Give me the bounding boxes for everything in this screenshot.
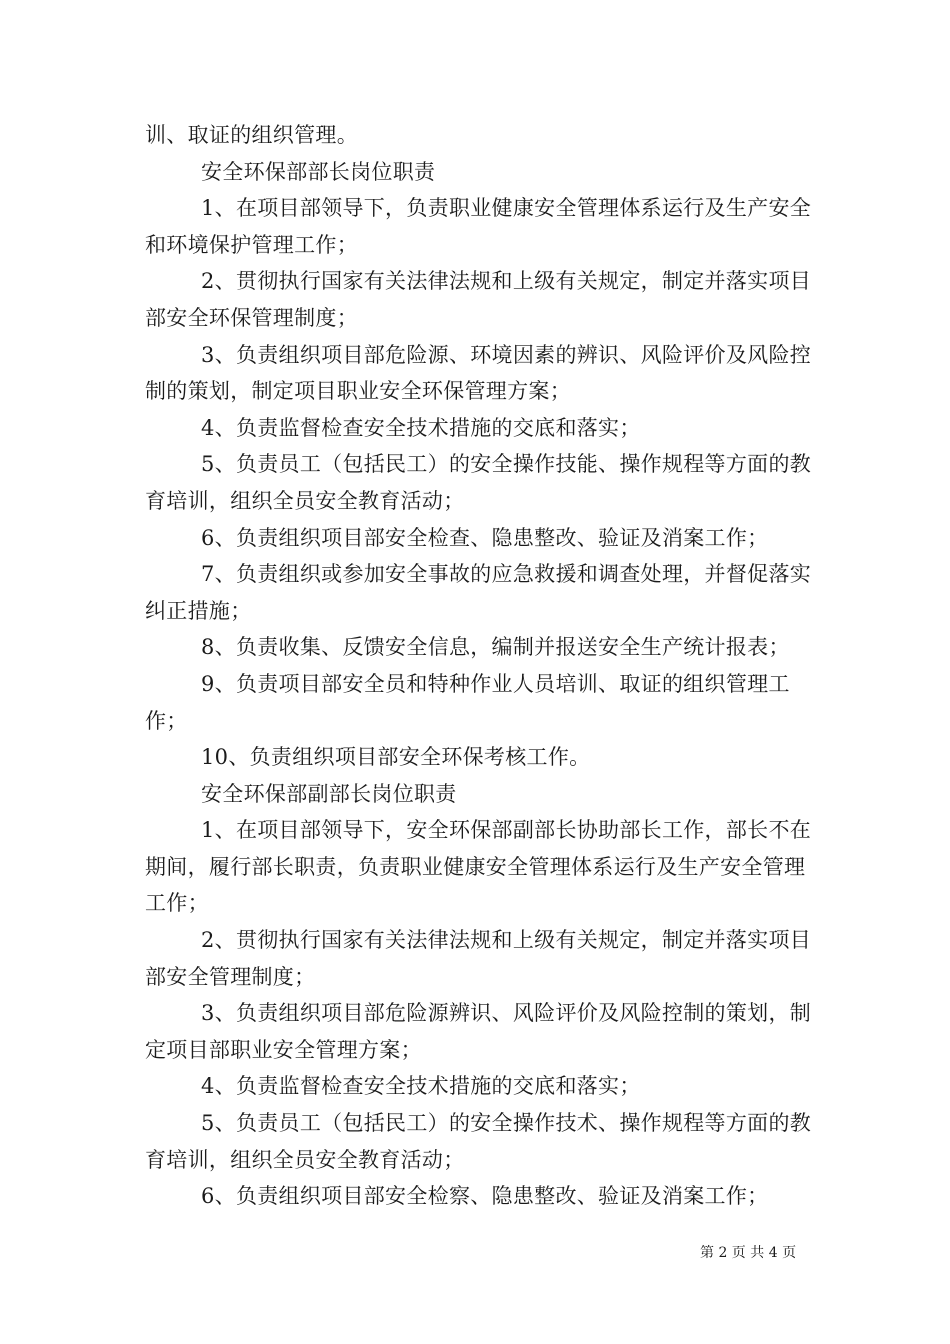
- duty-item: 4、负责监督检查安全技术措施的交底和落实；: [201, 1074, 641, 1099]
- page-number: 第 2 页 共 4 页: [700, 1245, 797, 1261]
- duty-item: 1、在项目部领导下，负责职业健康安全管理体系运行及生产安全和环境保护管理工作；: [145, 196, 812, 257]
- duty-item: 1、在项目部领导下，安全环保部副部长协助部长工作，部长不在期间，履行部长职责，负责职业健康安全管理体系运行及生产安全管理工作；: [145, 818, 812, 916]
- paragraph-continuation: 训、取证的组织管理。: [145, 123, 358, 147]
- duty-item: 3、负责组织项目部危险源辨识、风险评价及风险控制的策划，制定项目部职业安全管理方案；: [145, 1001, 812, 1062]
- duty-item: 3、负责组织项目部危险源、环境因素的辨识、风险评价及风险控制的策划，制定项目职业安全环保管理方案；: [145, 342, 812, 404]
- section-heading-director: 安全环保部部长岗位职责: [201, 159, 436, 184]
- document-body: [145, 117, 815, 1215]
- duty-item: 2、贯彻执行国家有关法律法规和上级有关规定，制定并落实项目部安全环保管理制度；: [145, 269, 812, 330]
- duty-item: 7、负责组织或参加安全事故的应急救援和调查处理，并督促落实纠正措施；: [145, 562, 812, 623]
- duty-item: 8、负责收集、反馈安全信息，编制并报送安全生产统计报表；: [201, 635, 790, 660]
- duty-item: 9、负责项目部安全员和特种作业人员培训、取证的组织管理工作；: [145, 671, 790, 733]
- duty-item: 5、负责员工（包括民工）的安全操作技术、操作规程等方面的教育培训，组织全员安全教育活动；: [145, 1111, 812, 1172]
- duty-item: 2、贯彻执行国家有关法律法规和上级有关规定，制定并落实项目部安全管理制度；: [145, 928, 812, 989]
- duty-item: 10、负责组织项目部安全环保考核工作。: [201, 745, 591, 770]
- duty-item: 5、负责员工（包括民工）的安全操作技能、操作规程等方面的教育培训，组织全员安全教育活动；: [145, 452, 812, 513]
- duty-item: 6、负责组织项目部安全检察、隐患整改、验证及消案工作；: [201, 1184, 769, 1209]
- duty-item: 4、负责监督检查安全技术措施的交底和落实；: [201, 415, 641, 440]
- section-heading-deputy: 安全环保部副部长岗位职责: [201, 781, 457, 806]
- duty-item: 6、负责组织项目部安全检查、隐患整改、验证及消案工作；: [201, 525, 769, 550]
